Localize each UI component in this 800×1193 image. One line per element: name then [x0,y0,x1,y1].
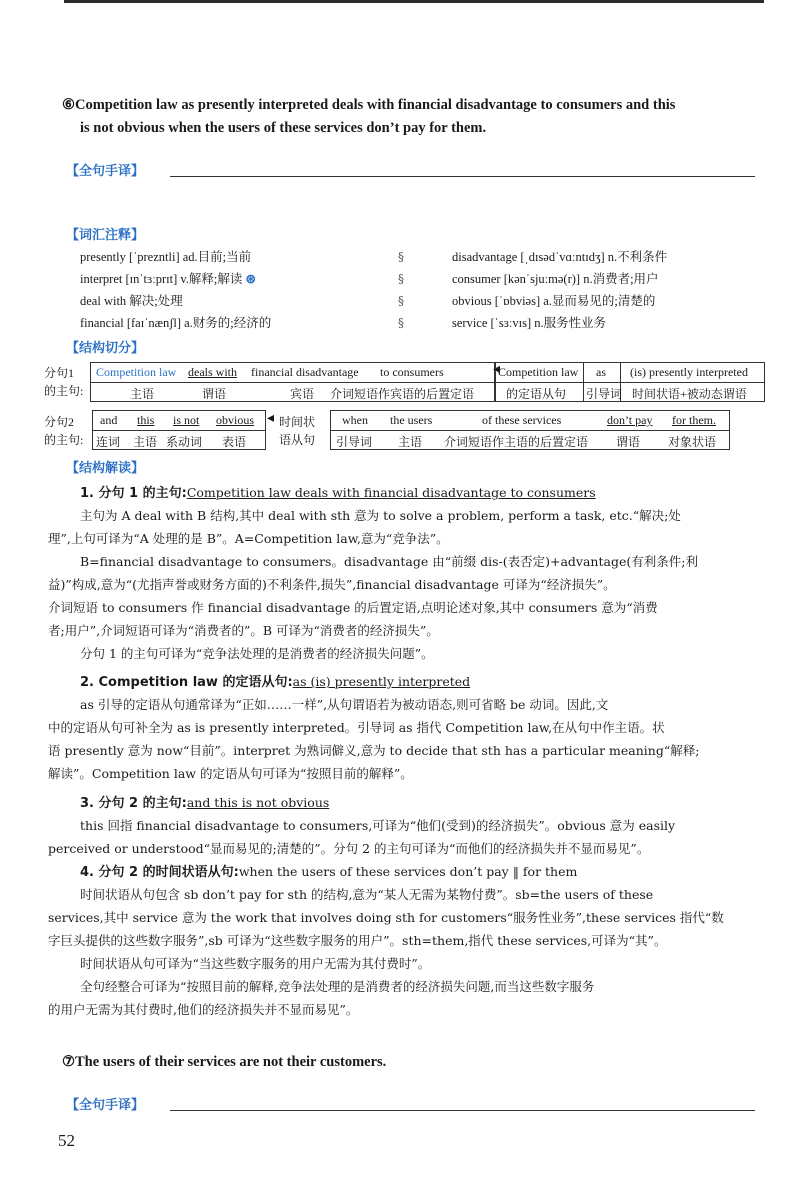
split1-word-subject: Competition law [96,365,177,379]
vocab-left-list [80,246,410,334]
split1-word-prep: to consumers [380,365,444,379]
star-icon: ⊛ [245,272,256,286]
split2-clause-when: when [342,413,368,427]
analysis-paragraph-1: 主句为 A deal with B 结构,其中 deal with sth 意为 to solve a problem, perform a task, etc.“解决;处 理”,上句可译为“A 处理的是 B”。A=Competition law,意为“竞争法”。 B=financial disadvantage to consumers。disadvantage 由“前缀 dis-(表否定)+advantage(有利条件;利 益)”构成,意为“(尤指声誉或财务方面的)不利条件,损失”,financial disadvantage 可译为“经济损失”。 介词短语 to consumers 作 financial disadvantage 的后置定语,点明论述对象,其中 consumers 意为“消费 者;用户”,介词短语可译为“消费者的”。B 可译为“消费者的经济损失”。 分句 1 的主句可译为“竞争法处理的是消费者的经济损失问题”。 [48,508,698,661]
page-number: 52 [58,1131,75,1150]
vocab-item-service: service [ˈsɜːvɪs] n.服务性业务 [452,316,607,330]
split2-role-obvious: 表语 [222,435,247,449]
split1-word-object: financial disadvantage [251,365,359,379]
split1-role-predicate: 谓语 [202,387,227,401]
vocab-separator: § § § § [398,250,404,330]
split2-arrow: ◂ [267,411,275,426]
split2-clause-role-when: 引导词 [336,435,373,449]
translate-fill-line[interactable] [170,176,755,177]
analysis-heading-1: 1. 分句 1 的主句:Competition law deals with financial disadvantage to consumers [80,485,596,501]
split1-clause-predicate: (is) presently interpreted [630,365,748,379]
split2-role-is-not: 系动词 [166,435,203,449]
split2-word-and: and [100,413,118,427]
split1-arrow: ◂ [493,362,501,377]
split2-word-obvious: obvious [216,413,255,427]
split2-clause-divider [330,430,730,431]
split2-clause-pay: don’t pay [607,413,653,427]
vocab-item-consumer: consumer [kənˈsjuːmə(r)] n.消费者;用户 [452,272,659,286]
vocab-item-deal-with: deal with 解决;处理 [80,294,183,308]
top-rule [64,0,764,3]
split1-role-subject: 主语 [130,387,155,401]
split2-clause-role-services: 介词短语作主语的后置定语 [444,435,589,449]
translate-fill-line-q7[interactable] [170,1110,755,1111]
split2-mid-label: 时间状 语从句 [279,415,316,447]
q6-sentence-line1: ⑥Competition law as presently interpreted deals with financial disadvantage to consumers and this [62,97,676,113]
analysis-heading-4: 4. 分句 2 的时间状语从句:when the users of these services don’t pay ‖ for them [80,864,578,880]
q7-sentence: ⑦The users of their services are not their customers. [62,1054,387,1070]
q6-sentence-line2: is not obvious when the users of these services don’t pay for them. [80,120,487,136]
vocab-label: 【词汇注释】 [66,228,145,243]
split2-main-divider [92,430,266,431]
split2-word-this: this [137,413,155,427]
split2-clause-for-them: for them. [672,413,716,427]
split2-clause-role-users: 主语 [398,435,423,449]
vocab-item-presently: presently [ˈprezntli] ad.目前;当前 [80,250,252,264]
split1-clause-role-pred: 时间状语+被动态谓语 [632,387,747,401]
split1-main-divider [90,382,495,383]
split2-clause-role-for: 对象状语 [668,435,717,449]
split1-role-prep: 介词短语作宾语的后置定语 [330,387,475,401]
analysis-paragraph-3: this 回指 financial disadvantage to consumers,可译为“他们(受到)的经济损失”。obvious 意为 easily perceived or understood“显而易见的;清楚的”。分句 2 的主句可译为“而他们的经济损失并不显而易见”。 [48,818,676,856]
split2-clause-role-pay: 谓语 [616,435,641,449]
structure-analysis-label: 【结构解读】 [66,461,145,476]
split2-clause-services: of these services [482,413,562,427]
split1-clause-as: as [596,365,606,379]
translate-label: 【全句手译】 [66,164,145,179]
split1-role-object: 宾语 [290,387,315,401]
vocab-item-interpret: interpret [ɪnˈtɜːprɪt] v.解释;解读 ⊛ [80,272,256,286]
analysis-paragraph-2: as 引导的定语从句通常译为“正如……一样”,从句谓语若为被动语态,则可省略 be 动词。因此,文 中的定语从句可补全为 as is presently interpreted。引导词 as 指代 Competition law,在从句中作主语。状 语 presently 意为 now“目前”。interpret 为熟词僻义,意为 to decide that sth has a particular meaning“解释; 解读”。Competition law 的定语从句可译为“按照目前的解释”。 [48,697,700,781]
analysis-heading-2: 2. Competition law 的定语从句:as (is) presently interpreted [80,674,471,690]
analysis-paragraph-4: 时间状语从句包含 sb don’t pay for sth 的结构,意为“某人无需为某物付费”。sb=the users of these services,其中 service 意为 the work that involves doing sth for customers“服务性业务”,these services 指代“数 字巨头提供的这些数字服务”,sb 可译为“这些数字服务的用户”。sth=them,指代 these services,可译为“其”。 时间状语从句可译为“当这些数字服务的用户无需为其付费时”。 全句经整合可译为“按照目前的解释,竞争法处理的是消费者的经济损失问题,而当这些数字服务 的用户无需为其付费时,他们的经济损失并不显而易见”。 [48,887,724,1017]
split2-side-label: 分句2 的主句: [44,415,84,447]
split2-word-is-not: is not [173,413,200,427]
vocab-item-disadvantage: disadvantage [ˌdɪsədˈvɑːntɪdʒ] n.不利条件 [452,250,668,264]
translate-label-q7: 【全句手译】 [66,1098,145,1113]
split2-role-and: 连词 [96,435,121,449]
split1-clause-divider [495,382,765,383]
structure-split-label: 【结构切分】 [66,341,145,356]
vocab-item-obvious: obvious [ˈɒbviəs] a.显而易见的;清楚的 [452,294,656,308]
split1-word-predicate: deals with [188,365,237,379]
vocab-right-list [452,246,762,334]
split1-clause-head: Competition law [498,365,579,379]
split2-role-this: 主语 [133,435,158,449]
analysis-heading-3: 3. 分句 2 的主句:and this is not obvious [80,795,330,811]
split1-clause-role-intro: 引导词 [586,387,623,401]
split2-clause-users: the users [390,413,433,427]
vocab-item-financial: financial [faɪˈnænʃl] a.财务的;经济的 [80,316,272,330]
split1-side-label: 分句1 的主句: [44,366,84,398]
split1-clause-role-type: 的定语从句 [506,387,567,401]
